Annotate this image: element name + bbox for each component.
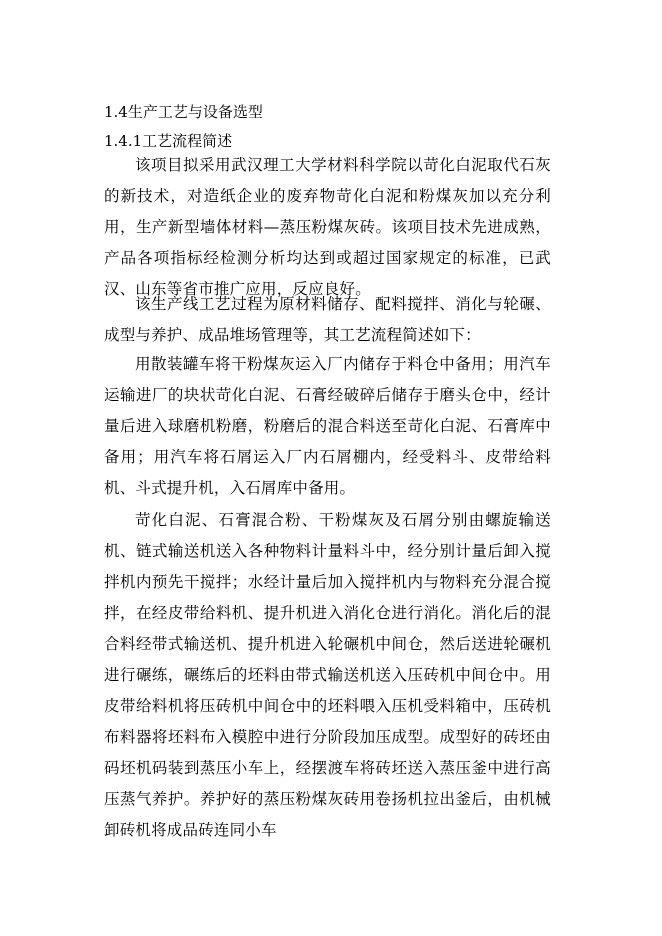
section-heading: 1.4生产工艺与设备选型 [104,103,263,121]
paragraph-mixing-forming: 苛化白泥、石膏混合粉、干粉煤灰及石屑分别由螺旋输送机、链式输送机送入各种物料计量料斗中，经分别计量后卸入搅拌机内预先干搅拌；水经计量后加入搅拌机内与物料充分混合搅拌，在经皮带给料机、提升机进入消化仓进行消化。消化后的混合料经带式输送机、提升机进入轮碾机中间仓，然后送进轮碾机进行碾练，碾练后的坯料由带式输送机送入压砖机中间仓中。用皮带给料机将压砖机中间仓中的坯料喂入压机受料箱中，压砖机布料器将坯料布入模腔中进行分阶段加压成型。成型好的砖坯由码坯机码装到蒸压小车上，经摆渡车将砖坯送入蒸压釜中进行高压蒸气养护。养护好的蒸压粉煤灰砖用卷扬机拉出釜后，由机械卸砖机将成品砖连同小车 [104,511,551,839]
paragraph-intro: 该项目拟采用武汉理工大学材料科学院以苛化白泥取代石灰的新技术，对造纸企业的废弃物苛化白泥和粉煤灰加以充分利用，生产新型墙体材料—蒸压粉煤灰砖。该项目技术先进成熟，产品各项指标经检测分析均达到或超过国家规定的标准，已武汉、山东等省市推广应用，反应良好。 [104,156,551,298]
paragraph-raw-materials: 用散装罐车将干粉煤灰运入厂内储存于料仓中备用；用汽车运输进厂的块状苛化白泥、石膏经破碎后储存于磨头仓中，经计量后进入球磨机粉磨，粉磨后的混合料送至苛化白泥、石膏库中备用；用汽车将石屑运入厂内石屑棚内，经受料斗、皮带给料机、斗式提升机，入石屑库中备用。 [104,355,551,497]
paragraph-process-overview: 该生产线工艺过程为原材料储存、配料搅拌、消化与轮碾、成型与养护、成品堆场管理等，其工艺流程简述如下： [104,295,551,344]
subsection-heading: 1.4.1工艺流程简述 [104,132,233,150]
